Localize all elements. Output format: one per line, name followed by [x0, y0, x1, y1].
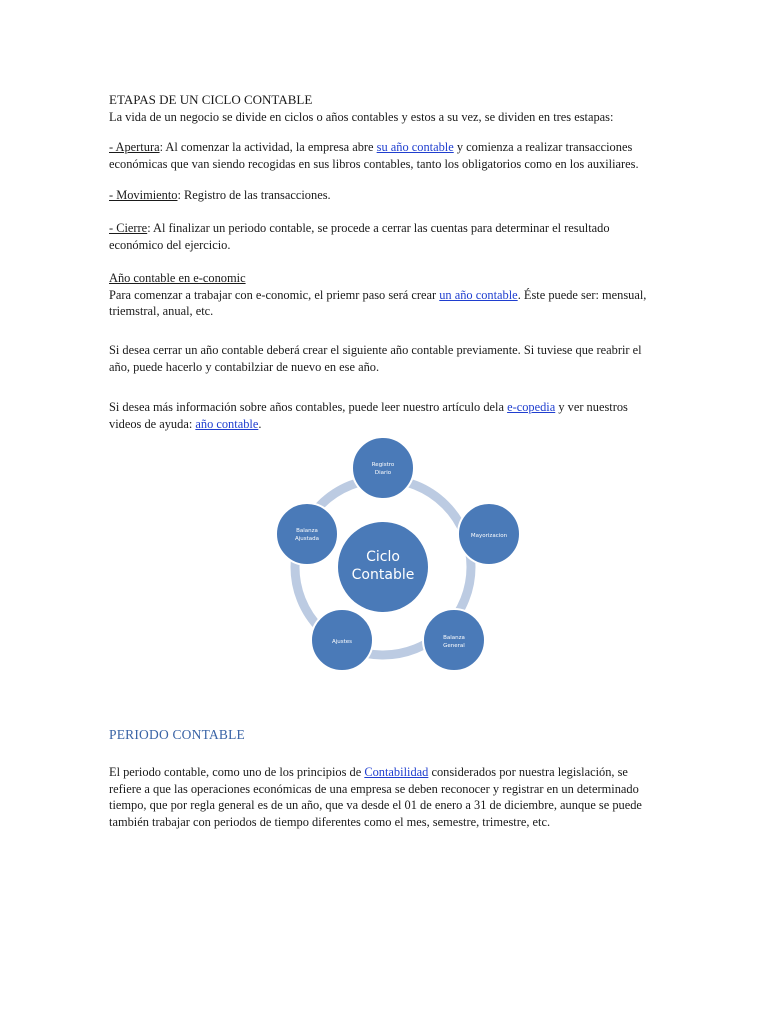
movimiento-label: - Movimiento [109, 188, 178, 202]
apertura-paragraph [109, 139, 661, 172]
node-mayorizacion [458, 503, 520, 565]
ano-contable-video-link[interactable]: año contable [195, 416, 259, 431]
cierre-label: - Cierre [109, 221, 148, 235]
node-balanza-ajustada-line-2: Ajustada [294, 536, 320, 542]
periodo-text-1: El periodo contable, como uno de los principios de [109, 765, 365, 779]
apertura-text-2: y comienza a realizar transacciones económicas que van siendo recogidas en sus libros contables, tanto los obligatorios como en los auxiliares. [109, 140, 639, 171]
node-mayorizacion-line-1: Mayorizacion [470, 533, 508, 539]
node-registro-diario [352, 437, 414, 499]
node-ajustes-line-1: Ajustes [331, 639, 353, 645]
ano-contable-heading: Año contable en e-conomic [109, 271, 246, 285]
periodo-paragraph [109, 764, 661, 830]
movimiento-text: : Registro de las transacciones. [177, 188, 331, 202]
center-label-line-1: Ciclo [366, 549, 400, 565]
node-balanza-general-line-1: Balanza [443, 635, 465, 641]
contabilidad-link[interactable]: Contabilidad [364, 765, 429, 779]
page-title: ETAPAS DE UN CICLO CONTABLE [109, 92, 313, 107]
intro-paragraph: La vida de un negocio se divide en ciclos o años contables y estos a su vez, se dividen en tres estapas: [109, 109, 614, 124]
cierre-paragraph [109, 220, 661, 253]
periodo-heading: PERIODO CONTABLE [109, 727, 245, 742]
node-balanza-general [423, 609, 485, 671]
node-balanza-general-line-2: General [443, 643, 465, 649]
apertura-label: - Apertura [109, 140, 160, 154]
ano-contable-p3-text-2: y ver nuestros videos de ayuda: [109, 400, 628, 431]
apertura-text-1: : Al comenzar la actividad, la empresa abre [159, 140, 377, 154]
node-registro-diario-line-2: Diario [374, 470, 392, 476]
un-ano-contable-link[interactable]: un año contable [439, 287, 518, 302]
section-etapas [109, 92, 661, 125]
node-balanza-ajustada-line-1: Balanza [296, 528, 318, 534]
node-ajustes [311, 609, 373, 671]
ano-contable-section [109, 270, 661, 320]
movimiento-paragraph [109, 187, 661, 204]
ano-contable-p3-text-1: Si desea más información sobre años contables, puede leer nuestro artículo dela [109, 400, 508, 414]
ano-contable-p2-text: Si desea cerrar un año contable deberá crear el siguiente año contable previamente. Si tuviese que reabrir el año, puede hacerlo y contabilziar de nuevo en ese año. [109, 343, 642, 374]
su-ano-contable-link[interactable]: su año contable [376, 140, 454, 154]
ano-contable-paragraph-3 [109, 399, 661, 432]
ano-contable-paragraph-2 [109, 342, 661, 375]
ano-contable-p1-text-1: Para comenzar a trabajar con e-conomic, el priemr paso será crear [109, 287, 440, 302]
cierre-text: : Al finalizar un periodo contable, se procede a cerrar las cuentas para determinar el resultado económico del ejercicio. [109, 221, 610, 252]
center-node [338, 522, 428, 612]
node-balanza-ajustada [276, 503, 338, 565]
node-registro-diario-line-1: Registro [371, 462, 395, 468]
center-label-line-2: Contable [351, 567, 415, 583]
ano-contable-p1-text-2: . Éste puede ser: mensual, triemstral, anual, etc. [109, 287, 647, 318]
ciclo-contable-diagram [270, 437, 508, 677]
e-copedia-link[interactable]: e-copedia [507, 400, 556, 414]
periodo-text-2: considerados por nuestra legislación, se refiere a que las operaciones económicas de una empresa se deben reconocer y registrar en un determinado tiempo, que por regla general es de un año, que va desde el 01 de enero a 31 de diciembre, aunque se puede también trabajar con periodos de tiempo diferentes como el mes, semestre, trimestre, etc. [109, 765, 642, 829]
ano-contable-p3-text-3: . [258, 416, 262, 431]
ano-contable-paragraph-1 [109, 287, 661, 320]
